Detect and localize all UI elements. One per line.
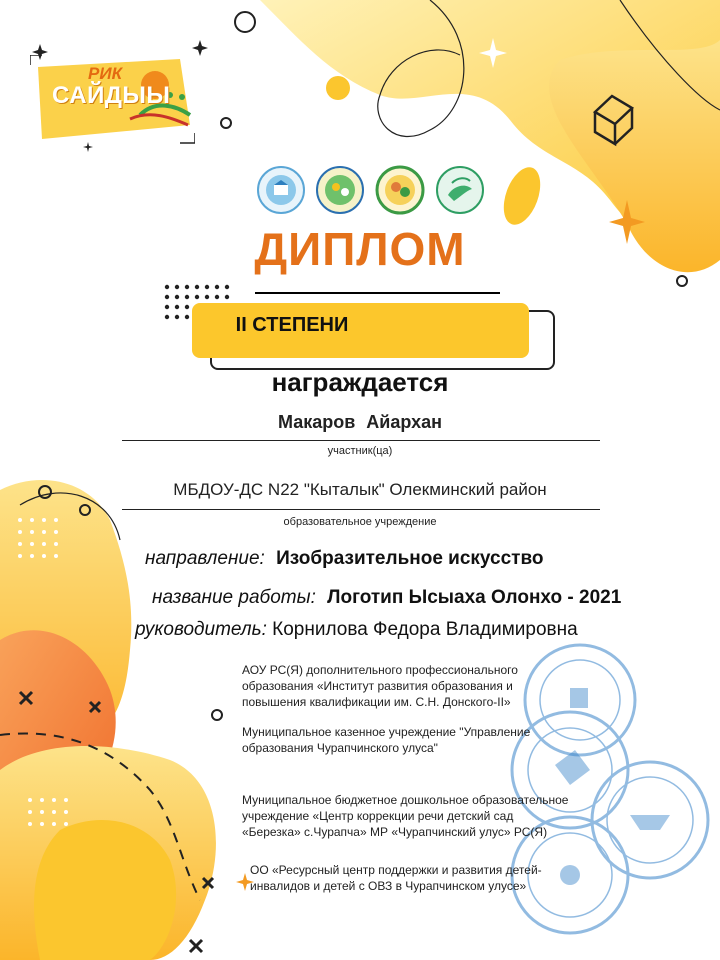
children-emblem-icon (377, 167, 423, 213)
recipient-name: Макаров Айархан (277, 412, 443, 432)
direction-label: направление: (145, 548, 265, 569)
support-emblem-icon (437, 167, 483, 213)
ring-left-2 (212, 710, 222, 720)
direction-row (145, 548, 544, 570)
organization-caption: образовательное учреждение (283, 516, 437, 528)
kindergarten-emblem-icon (317, 167, 363, 213)
degree-label: II СТЕПЕНИ (235, 314, 349, 336)
droplet-small (326, 76, 350, 100)
work-title-label: название работы: (152, 587, 316, 608)
emblem-row (256, 165, 488, 215)
awarded-heading: награждается (271, 367, 449, 397)
name-underline (122, 440, 600, 441)
ring-top-2 (221, 118, 231, 128)
education-emblem-icon (258, 167, 304, 213)
degree-top-rule (255, 292, 500, 294)
diploma-title: ДИПЛОМ (254, 223, 466, 275)
supervisor-row (135, 619, 578, 641)
work-title-row (152, 587, 621, 609)
ring-top (235, 12, 255, 32)
signer-3: Муниципальное бюджетное дошкольное образовательное учреждение «Центр коррекции речи детский сад «Березка» с.Чурапча» МР «Чурапчинский улус» РС(Я) (242, 793, 569, 839)
direction-value: Изобразительное искусство (276, 548, 544, 569)
logo-main-text: САЙДЫЫ (52, 82, 171, 109)
signer-1: АОУ РС(Я) дополнительного профессионального образования «Институт развития образования и повышения квалификации им. С.Н. Донского-II» (242, 663, 518, 709)
cross-icon (190, 940, 202, 952)
signer-2: Муниципальное казенное учреждение "Управление образования Чурапчинского улуса" (242, 725, 531, 755)
sparkle-icon (192, 40, 208, 56)
signer-4: ОО «Ресурсный центр поддержки и развития детей-инвалидов и детей с ОВЗ в Чурапчинском улусе» (250, 863, 542, 893)
ring-right (677, 276, 687, 286)
signers-list (242, 662, 572, 894)
droplet (497, 162, 548, 229)
organization-underline (122, 509, 600, 510)
supervisor-label: руководитель: (135, 619, 267, 640)
logo-top-text: РИК (88, 64, 123, 83)
organization-name: МБДОУ-ДС N22 "Кыталык" Олекминский район (173, 480, 547, 499)
left-blob-lower (34, 820, 176, 960)
supervisor-value: Корнилова Федора Владимировна (272, 619, 578, 640)
recipient-caption: участник(ца) (327, 445, 393, 457)
work-title-value: Логотип Ысыаха Олонхо - 2021 (327, 587, 622, 608)
